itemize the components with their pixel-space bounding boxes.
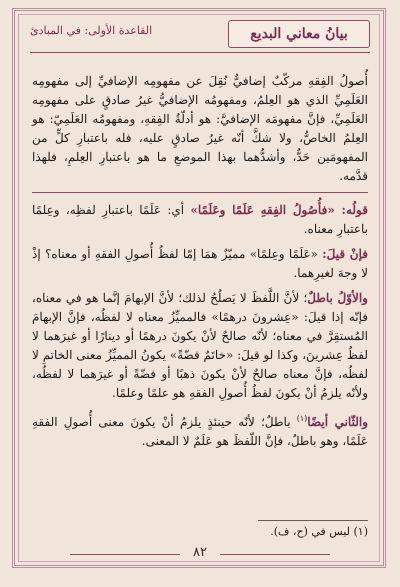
footnote-marker[interactable]: (١) [296, 414, 308, 423]
page-number: ٨٢ [193, 545, 207, 560]
header-rule [30, 52, 370, 53]
commentary-quote: قولُه: «فأُصُولُ الفِقهِ عَلَمًا وعَلَمًا» [190, 203, 368, 217]
paragraph-2 [32, 201, 368, 239]
main-text [32, 72, 368, 457]
paragraph-3 [32, 245, 368, 283]
paragraph-5 [32, 409, 368, 451]
page-header [30, 20, 370, 62]
paragraph-3-text: «عَلَمًا وعِلمًا» مميّزٌ همَا إمّا لفظُ أُصولِ الفقهِ أو معناه؟ إذْ لا وجهَ لغيرِهما. [32, 247, 368, 280]
chapter-running-title: القاعدة الأولى: في المبادئ [30, 24, 153, 37]
first-option-keyword: والأوّلُ باطلٌ [307, 291, 368, 305]
section-divider [32, 192, 368, 193]
footnote-rule [258, 520, 368, 521]
paragraph-5-text: باطلٌ؛ لأنّه حينئذٍ يلزمُ أنْ يكونَ معنى أُصولِ الفقهِ عَلَمًا، وهو باطلٌ، فإنَّ اللّفظَ هو عَلَمٌ لا المعنى. [32, 415, 368, 448]
page-number-line-right [220, 554, 330, 555]
paragraph-2-text: أي: عَلَمًا باعتبارِ لفظِه، وعِلمًا باعتبارِ معناه. [32, 203, 368, 236]
page-number-area [0, 545, 400, 560]
page-number-line-left [70, 554, 180, 555]
paragraph-1: أُصولُ الفِقهِ مركّبٌ إضافيٌّ نُقِلَ عن مفهومِه الإضافيِّ إلى مفهومِه العَلَمِيِّ الذي هو العِلمُ، ومفهومُه الإضافيُّ غيرُ صادقٍ على مفهومِه العَلَمِيِّ، فإنَّ مفهومَه الإضافيَّ: هو أدلّةُ الفِقهِ، ومفهومُه العَلَمِيّ: هو العِلمُ الخاصُّ، ولا شكَّ أنّه غيرُ صادقٍ عليه، فله باعتبارِ كلٍّ من المفهومَين حَدٌّ، وأشدُّهما بهذا الموضعِ ما هو باعتبارِ العِلمِ، فلهذا قدَّمه. [32, 74, 368, 183]
objection-keyword: فإنْ قيلَ: [322, 247, 368, 261]
footnote: (١) ليس في (ح، ف). [270, 525, 368, 538]
second-option-keyword: والثّاني أيضًا [307, 415, 368, 429]
paragraph-4-text: ؛ لأنَّ اللَّفظَ لا يَصلُحُ لذلك؛ لأنَّ الإبهامَ إنَّما هو في معناه، فإنّه إذا قيلَ: «عِشرونَ درهمًا» فالمميِّزُ معناه لا لفظُه، فإنَّ الإبهامَ المُستقِرَّ في معناه؛ لأنّه صالحٌ لأنْ يكونَ درهمًا أو دينارًا أو غيرَهما لا لفظُ عِشرينَ، وكذا لو قيلَ: «خاتَمٌ فضّةً» يكونُ المميِّزُ معنى الخاتمِ لا لفظُه، فإنَّ معناه صالحٌ لأنْ يكونَ ذهبًا أو فضّةً أو غيرَهما لا لفظُه، ولأنّه يلزمُ أنْ يكونَ لفظُ أُصولِ الفقهِ هو علمًا وعلمًا. [32, 291, 368, 400]
book-title-ornament: بيانُ معاني البديع [228, 20, 370, 48]
paragraph-4 [32, 289, 368, 403]
